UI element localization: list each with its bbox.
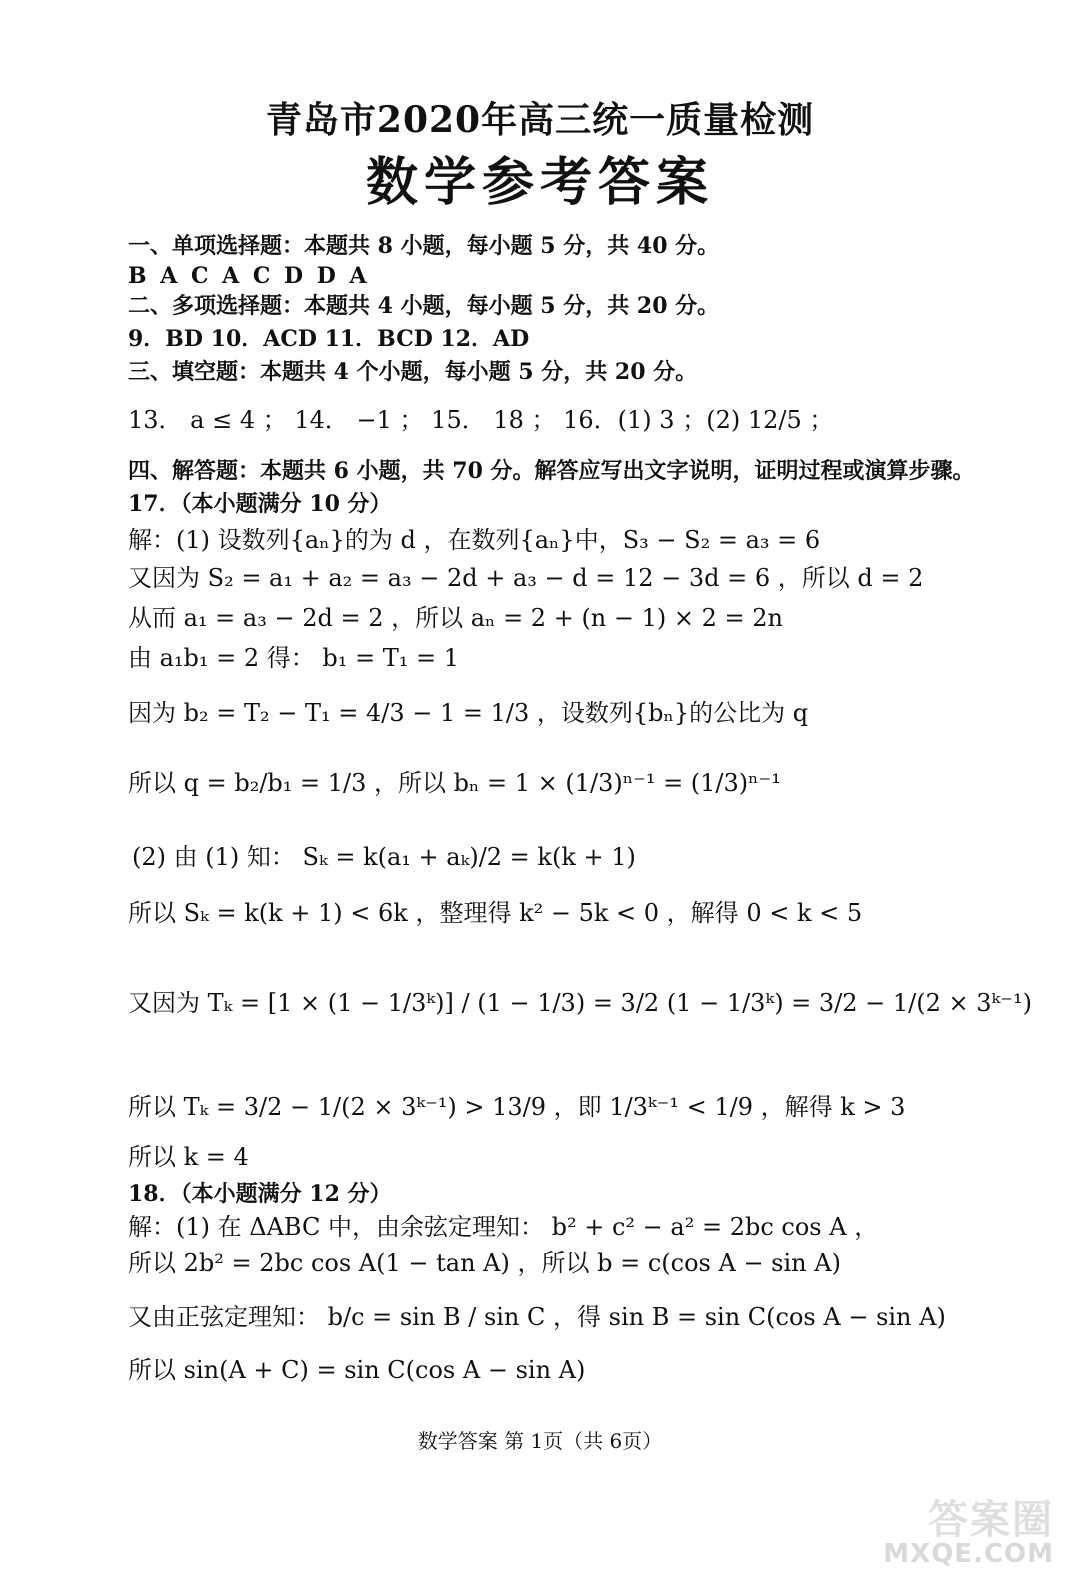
solution-line: 所以 sin(A + C) = sin C(cos A − sin A) xyxy=(128,1356,586,1384)
solution-line: 解：(1) 在 ΔABC 中，由余弦定理知： b² + c² − a² = 2bc cos A ， xyxy=(128,1213,879,1241)
solution-line: 所以 Tₖ = 3/2 − 1/(2 × 3ᵏ⁻¹) > 13/9 ，即 1/3ᵏ⁻¹ < 1/9 ，解得 k > 3 xyxy=(128,1093,906,1121)
section-1-heading: 一、单项选择题：本题共 8 小题，每小题 5 分，共 40 分。 xyxy=(128,233,720,259)
solution-line: 解：(1) 设数列{aₙ}的为 d ，在数列{aₙ}中，S₃ − S₂ = a₃ = 6 xyxy=(128,526,821,554)
solution-line: 所以 2b² = 2bc cos A(1 − tan A) ，所以 b = c(cos A − sin A) xyxy=(128,1249,841,1277)
answers-13-16: 13． a ≤ 4 ； 14． −1 ； 15． 18 ； 16．(1) 3 ；(2) 12/5 ； xyxy=(128,406,834,434)
solution-line: 又因为 Tₖ = [1 × (1 − 1/3ᵏ)] / (1 − 1/3) = 3/2 (1 − 1/3ᵏ) = 3/2 − 1/(2 × 3ᵏ⁻¹) xyxy=(128,989,1032,1017)
solution-line: 因为 b₂ = T₂ − T₁ = 4/3 − 1 = 1/3 ，设数列{bₙ}的公比为 q xyxy=(128,699,809,727)
problem-17-heading: 17．（本小题满分 10 分） xyxy=(128,491,392,517)
solution-line: 从而 a₁ = a₃ − 2d = 2 ，所以 aₙ = 2 + (n − 1) × 2 = 2n xyxy=(128,604,783,632)
watermark-url: MXQE.COM xyxy=(883,1539,1054,1569)
page-footer: 数学答案 第 1页（共 6页） xyxy=(417,1429,663,1453)
document-title: 青岛市2020年高三统一质量检测 xyxy=(265,99,815,141)
solution-line: 所以 k = 4 xyxy=(128,1143,249,1171)
solution-line: 又由正弦定理知： b/c = sin B / sin C ，得 sin B = sin C(cos A − sin A) xyxy=(128,1303,946,1331)
solution-line: 由 a₁b₁ = 2 得： b₁ = T₁ = 1 xyxy=(128,644,460,672)
solution-line: 所以 Sₖ = k(k + 1) < 6k ，整理得 k² − 5k < 0 ，解得 0 < k < 5 xyxy=(128,899,863,927)
answers-1-8: B A C A C D D A xyxy=(128,263,370,289)
section-4-heading: 四、解答题：本题共 6 小题，共 70 分。解答应写出文字说明，证明过程或演算步骤。 xyxy=(128,458,975,484)
solution-line: 所以 q = b₂/b₁ = 1/3 ，所以 bₙ = 1 × (1/3)ⁿ⁻¹ = (1/3)ⁿ⁻¹ xyxy=(128,769,781,797)
solution-line: (2) 由 (1) 知： Sₖ = k(a₁ + aₖ)/2 = k(k + 1) xyxy=(132,843,636,871)
document-subtitle: 数学参考答案 xyxy=(365,152,714,213)
section-2-heading: 二、多项选择题：本题共 4 小题，每小题 5 分，共 20 分。 xyxy=(128,293,720,319)
watermark-logo: 答案圈 xyxy=(928,1497,1054,1543)
answers-9-12: 9．BD 10．ACD 11．BCD 12．AD xyxy=(128,326,530,352)
solution-line: 又因为 S₂ = a₁ + a₂ = a₃ − 2d + a₃ − d = 12 − 3d = 6 ，所以 d = 2 xyxy=(128,564,924,592)
problem-18-heading: 18．（本小题满分 12 分） xyxy=(128,1181,392,1207)
watermark xyxy=(883,1488,1054,1569)
section-3-heading: 三、填空题：本题共 4 个小题，每小题 5 分，共 20 分。 xyxy=(128,359,698,385)
